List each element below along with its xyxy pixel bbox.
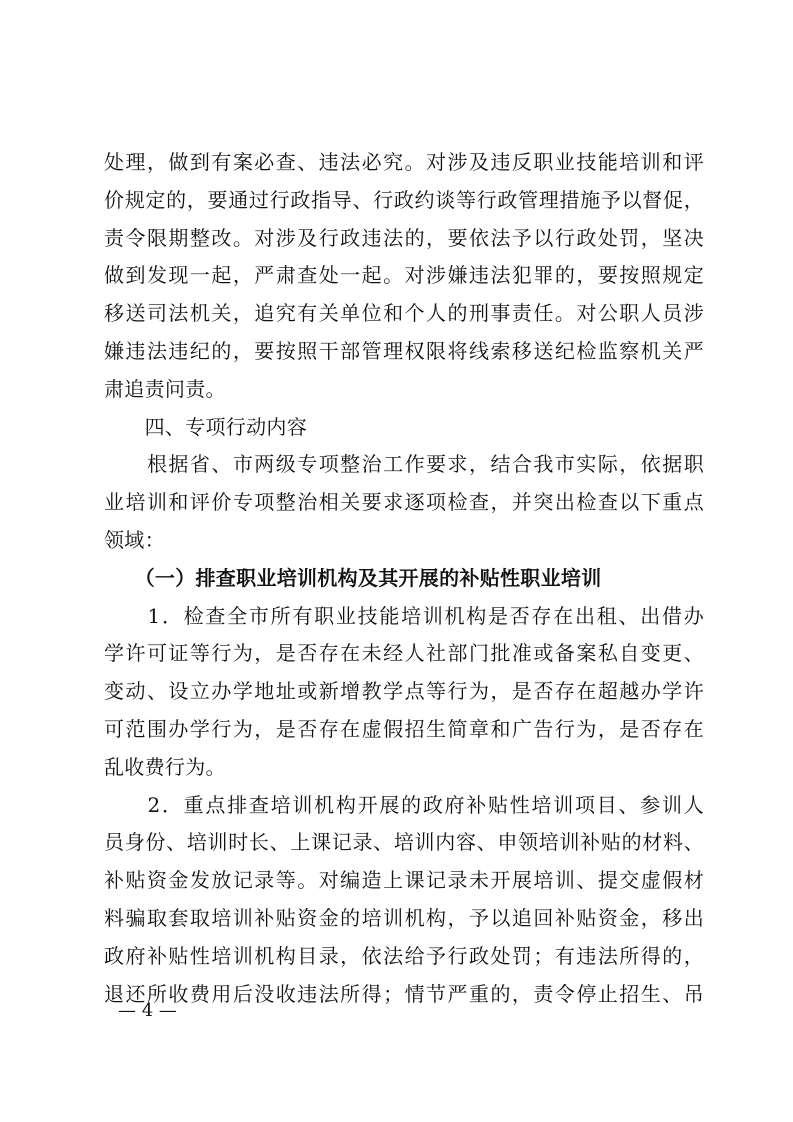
body-line: 2．重点排查培训机构开展的政府补贴性培训项目、参训人 [104, 792, 704, 817]
body-line: 补贴资金发放记录等。对编造上课记录未开展培训、提交虚假材 [104, 868, 704, 893]
body-line: 可范围办学行为，是否存在虚假招生简章和广告行为，是否存在 [104, 716, 704, 741]
body-line: 业培训和评价专项整治相关要求逐项检查，并突出检查以下重点 [104, 490, 704, 515]
page-number: — 4 — [118, 1000, 177, 1021]
body-line: 做到发现一起，严肃查处一起。对涉嫌违法犯罪的，要按照规定 [104, 263, 704, 288]
body-line: 退还所收费用后没收违法所得；情节严重的，责令停止招生、吊 [104, 981, 704, 1006]
body-line: 领域： [104, 527, 165, 552]
body-line: 根据省、市两级专项整治工作要求，结合我市实际，依据职 [104, 452, 704, 477]
body-line: 政府补贴性培训机构目录，依法给予行政处罚；有违法所得的， [104, 943, 704, 968]
body-line: 乱收费行为。 [104, 754, 226, 779]
section-heading: 四、专项行动内容 [104, 414, 307, 439]
body-line: 移送司法机关，追究有关单位和个人的刑事责任。对公职人员涉 [104, 301, 704, 326]
body-line: 料骗取套取培训补贴资金的培训机构，予以追回补贴资金，移出 [104, 905, 704, 930]
document-body [104, 144, 704, 1013]
body-line: 员身份、培训时长、上课记录、培训内容、申领培训补贴的材料、 [104, 830, 704, 855]
body-line: 肃追责问责。 [104, 376, 226, 401]
subsection-heading: （一）排查职业培训机构及其开展的补贴性职业培训 [104, 565, 602, 590]
body-line: 责令限期整改。对涉及行政违法的，要依法予以行政处罚，坚决 [104, 225, 704, 250]
body-line: 价规定的，要通过行政指导、行政约谈等行政管理措施予以督促， [104, 187, 704, 212]
body-line: 1．检查全市所有职业技能培训机构是否存在出租、出借办 [104, 603, 704, 628]
body-line: 嫌违法违纪的，要按照干部管理权限将线索移送纪检监察机关严 [104, 338, 704, 363]
body-line: 学许可证等行为，是否存在未经人社部门批准或备案私自变更、 [104, 641, 704, 666]
body-line: 处理，做到有案必查、违法必究。对涉及违反职业技能培训和评 [104, 150, 704, 174]
body-line: 变动、设立办学地址或新增教学点等行为，是否存在超越办学许 [104, 679, 704, 704]
